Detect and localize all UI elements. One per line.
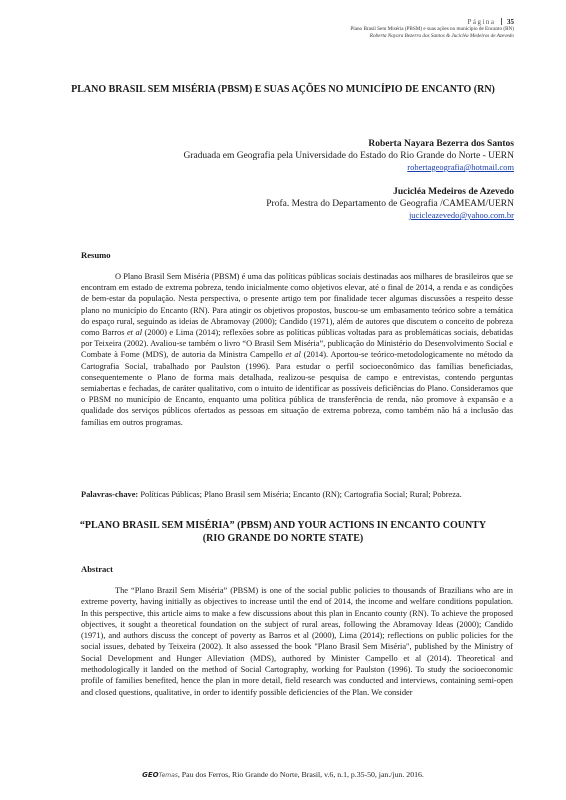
citation-text: , Pau dos Ferros, Rio Grande do Norte, Brasil, v.6, n.1, p.35-50, jan./jun. 2016.: [177, 770, 424, 779]
author-email-link[interactable]: jucicleazevedo@yahoo.com.br: [408, 210, 514, 220]
keywords-label: Palavras-chave:: [81, 490, 139, 499]
journal-logo-suffix: Temas: [158, 772, 178, 779]
resumo-text-3: (2014). Aportou-se teórico-metodologicamente no método da Cartografia Social, trabalhado por Paulston (1996). Para estudar o perfil socioeconômico das famílias beneficiadas, consequentemente o Plano de forma mais detalhada, realizou-se pesquisa de campo e entrevistas, contendo perguntas semiabertas e fechadas, de caráter qualitativo, com o intuito de identificar as possíveis deficiências do Plano. Consideramos que o PBSM no município de Encanto, enquanto uma política pública de transferência de renda, não promove à expansão e a qualidade dos serviços públicos ofertados as pessoas em situação de extrema pobreza, como também não há a inclusão das famílias em outros programas.: [81, 350, 513, 427]
abstract-body: The “Plano Brazil Sem Miséria” (PBSM) is one of the social public policies to thousands of Brazilians who are in extreme poverty, having initially as objectives to increase until the end of 2014, the income and welfare conditions population. In this perspective, this article aims to make a few discussions about this plan in Encanto county (RN). To achieve the proposed objectives, it sought a theoretical foundation on the subject of rural areas, following the Abramovay Ideas (2000); Candido (1971), and authors discuss the concept of poverty as Barros et al (2000), Lima (2014); reflections on public policies for the social issues, debated by Teixeira (2002). It also assessed the book "Plano Brasil Sem Miséria", published by the Ministry of Social Development and Hunger Alleviation (MDS), authored by Minister Campello et al (2014). Theoretical and methodologically it landed on the method of Social Cartography, working for Paulston (1996). To study the socioeconomic profile of families benefited, hence the plan in more detail, field research was conducted and interviews, containing semi-open and closed questions, qualitative, in order to identify possible deficiencies of the Plan. We consider: [81, 586, 513, 697]
page-number-line: [350, 18, 514, 26]
journal-footer: [0, 770, 566, 779]
resumo-heading: Resumo: [81, 250, 111, 260]
journal-logo: GEO: [142, 771, 159, 779]
et-al-italic: et al: [285, 350, 301, 360]
page-label: Página: [467, 18, 496, 26]
article-title: PLANO BRASIL SEM MISÉRIA (PBSM) E SUAS AÇÕES NO MUNICÍPIO DE ENCANTO (RN): [71, 84, 495, 95]
author-name: Roberta Nayara Bezerra dos Santos: [368, 139, 514, 149]
running-authors: Roberta Nayara Bezerra dos Santos & Jucicléa Medeiros de Azevedo: [369, 32, 514, 39]
author-name: Jucicléa Medeiros de Azevedo: [393, 187, 514, 197]
header-divider: [501, 18, 502, 25]
resumo-text-2: (2000) e Lima (2014); reflexões sobre as políticas públicas voltadas para as problemáticas sociais, debatidas por Teixeira (2002). Avaliou-se também o livro “O Brasil Sem Miséria”, publicação do Ministério do Desenvolvimento Social e Combate à Fome (MDS), de autoria da Ministra Campello: [81, 328, 513, 360]
author-affiliation: Graduada em Geografia pela Universidade do Estado do Rio Grande do Norte - UERN: [183, 151, 514, 161]
page-number: 35: [507, 18, 514, 26]
et-al-italic: et al: [126, 328, 143, 338]
running-header: [350, 18, 514, 39]
resumo-text-1: O Plano Brasil Sem Miséria (PBSM) é uma das políticas públicas sociais destinadas aos milhares de brasileiros que se encontram em estado de extrema pobreza, tendo inicialmente como objetivos elevar, até o final de 2014, a renda e as condições de bem-estar da população. Nesta perspectiva, o presente artigo tem por finalidade tecer algumas discussões a respeito desse plano no município do Encanto (RN). Para atingir os objetivos propostos, buscou-se um embasamento teórico sobre a temática do espaço rural, seguindo as ideias de Abramovay (2000); Candido (1971), além de autores que discutem o conceito de pobreza como Barros: [81, 272, 513, 338]
abstract-heading: Abstract: [81, 564, 113, 574]
english-title: “PLANO BRASIL SEM MISÉRIA” (PBSM) AND YOUR ACTIONS IN ENCANTO COUNTY (RIO GRANDE DO NORTE STATE): [79, 520, 487, 544]
resumo-body: [81, 271, 513, 428]
running-title: Plano Brasil Sem Miséria (PBSM) e suas ações no município de Encanto (RN): [350, 26, 514, 32]
keywords: [81, 489, 513, 500]
author-affiliation: Profa. Mestra do Departamento de Geografia /CAMEAM/UERN: [266, 199, 514, 209]
author-email-link[interactable]: robertageografia@hotmail.com: [407, 162, 514, 172]
author-block-1: [183, 138, 514, 173]
keywords-text: Políticas Públicas; Plano Brasil sem Miséria; Encanto (RN); Cartografia Social; Rural; Pobreza.: [138, 490, 462, 499]
author-block-2: [266, 186, 514, 221]
